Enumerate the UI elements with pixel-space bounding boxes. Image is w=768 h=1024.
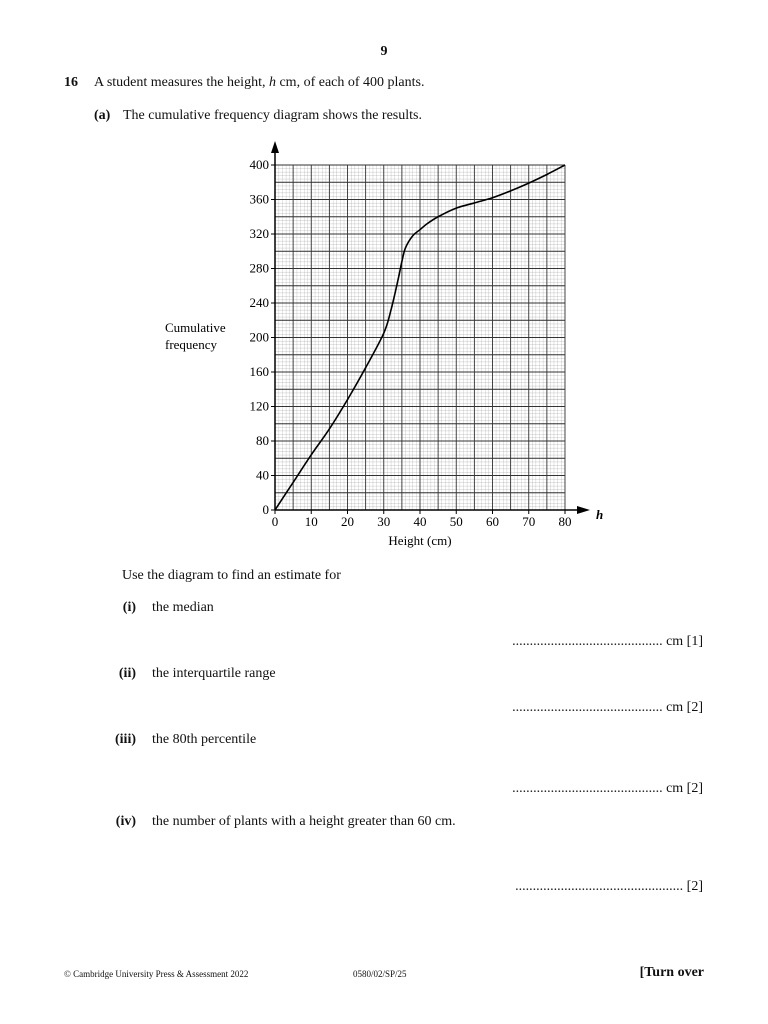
- part-a-label: (a): [94, 108, 111, 123]
- subpart-iii-text: the 80th percentile: [152, 732, 257, 747]
- question-stem-end: cm, of each of 400 plants.: [275, 75, 425, 90]
- y-tick-label: 200: [249, 329, 269, 345]
- answer-line-iv[interactable]: ................................................ [2]: [515, 879, 703, 894]
- subpart-i-label: (i): [122, 600, 136, 615]
- x-axis-label: Height (cm): [388, 533, 452, 548]
- subpart-iv-label: (iv): [115, 814, 136, 829]
- x-axis-variable: h: [596, 507, 604, 522]
- subpart-ii-label: (ii): [118, 666, 136, 681]
- subpart-ii-text: the interquartile range: [152, 666, 276, 681]
- x-tick-label: 60: [486, 514, 499, 529]
- y-tick-label: 80: [256, 433, 269, 448]
- x-axis-arrow: [577, 506, 590, 514]
- y-tick-label: 360: [249, 191, 269, 207]
- instruction-text: Use the diagram to find an estimate for: [122, 568, 341, 583]
- page-number: 9: [380, 44, 388, 59]
- y-tick-label: 40: [256, 467, 269, 483]
- y-axis-label-line-1: Cumulative: [165, 320, 226, 335]
- subpart-iii-label: (iii): [115, 732, 136, 747]
- major-grid: [275, 165, 565, 510]
- y-tick-label: 240: [249, 295, 269, 310]
- y-tick-label: 400: [249, 157, 269, 172]
- y-axis-arrow: [271, 141, 279, 153]
- x-tick-label: 10: [304, 514, 318, 529]
- x-tick-label: 40: [413, 514, 427, 529]
- footer-code: 0580/02/SP/25: [353, 969, 407, 979]
- turn-over: [Turn over: [639, 965, 704, 980]
- y-tick-label: 320: [249, 226, 269, 241]
- subpart-i-text: the median: [152, 600, 214, 615]
- y-tick-label: 120: [249, 398, 269, 414]
- question-variable: h: [268, 75, 276, 90]
- y-tick-label: 280: [249, 260, 269, 276]
- x-tick-label: 80: [558, 514, 572, 529]
- x-tick-label: 0: [271, 514, 279, 529]
- answer-line-ii[interactable]: ........................................... cm [2]: [512, 700, 703, 715]
- x-tick-label: 50: [449, 514, 463, 529]
- y-tick-label: 0: [262, 502, 269, 517]
- x-tick-label: 30: [377, 514, 391, 529]
- footer-copyright: © Cambridge University Press & Assessment 2022: [64, 969, 249, 979]
- x-tick-label: 20: [341, 514, 354, 529]
- part-a-text: The cumulative frequency diagram shows the results.: [123, 108, 422, 123]
- question-stem: [94, 75, 424, 91]
- answer-line-iii[interactable]: ........................................... cm [2]: [512, 781, 703, 796]
- answer-line-i[interactable]: ........................................... cm [1]: [512, 634, 703, 649]
- y-axis-label-line-2: frequency: [165, 337, 217, 352]
- subpart-iv-text: the number of plants with a height greater than 60 cm.: [152, 814, 456, 829]
- question-stem-start: A student measures the height,: [94, 75, 269, 90]
- y-tick-label: 160: [249, 364, 269, 379]
- cumulative-frequency-chart: [150, 135, 620, 555]
- question-number: 16: [64, 75, 78, 90]
- x-tick-label: 70: [522, 514, 536, 529]
